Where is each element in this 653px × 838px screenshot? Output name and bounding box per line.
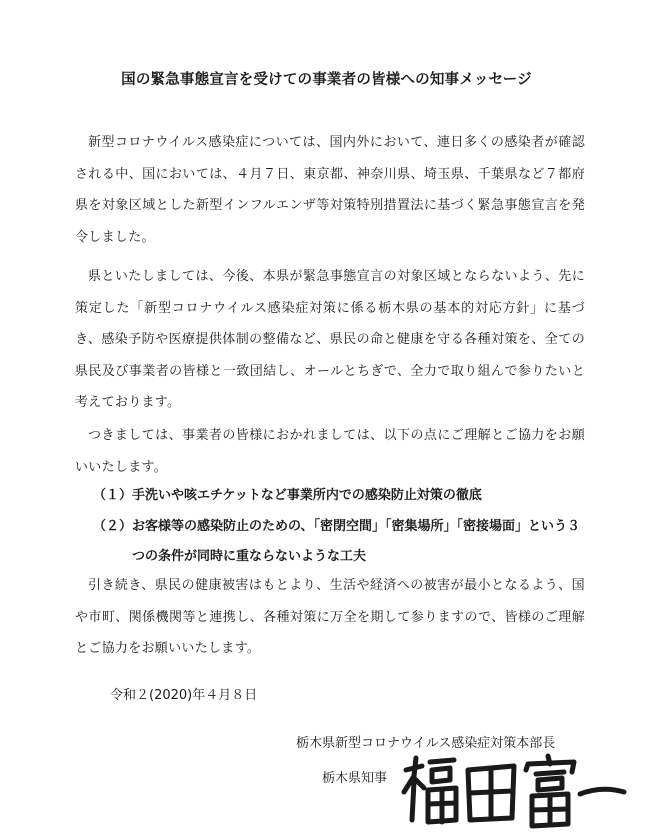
list-item [93,512,588,572]
author-title: 栃木県新型コロナウイルス感染症対策本部長 [296,736,556,751]
document-date: 令和２(2020)年４月８日 [110,688,258,703]
document-title: 国の緊急事態宣言を受けての事業者の皆様への知事メッセージ [121,72,532,88]
paragraph-2: 県といたしましては、今後、本県が緊急事態宣言の対象区域とならないよう、先に策定した「新型コロナウイルス感染症対策に係る栃木県の基本的対応方針」に基づき、感染予防や医療提供体制の整備など、県民の命と健康を守る各種対策を、全ての県民及び事業者の皆様と一致団結し、オールとちぎで、全力で取り組んで参りたいと考えております。 [75,269,585,410]
paragraph-3: つきましては、事業者の皆様におかれましては、以下の点にご理解とご協力をお願いいたします。 [75,428,585,475]
author-role: 栃木県知事 [322,771,388,786]
list-item-text: お客様等の感染防止のための、「密閉空間」「密集場所」「密接場面」という３つの条件が同時に重ならないような工夫 [132,519,580,564]
closing-paragraph: 引き続き、県民の健康被害はもとより、生活や経済への被害が最小となるよう、国や市町、関係機関等と連携し、各種対策に万全を期して参りますので、皆様のご理解とご協力をお願いいたします。 [75,578,585,656]
handwritten-signature [398,748,628,830]
list-item-number: （１） [93,488,133,503]
list-item [93,481,588,511]
paragraph-1: 新型コロナウイルス感染症については、国内外において、連日多くの感染者が確認される中、国においては、４月７日、東京都、神奈川県、埼玉県、千葉県など７都府県を対象区域とした新型インフルエンザ等対策特別措置法に基づく緊急事態宣言を発令しました。 [75,135,585,245]
list-item-number: （２） [93,519,133,534]
list-item-text: 手洗いや咳エチケットなど事業所内での感染防止対策の徹底 [132,488,482,503]
